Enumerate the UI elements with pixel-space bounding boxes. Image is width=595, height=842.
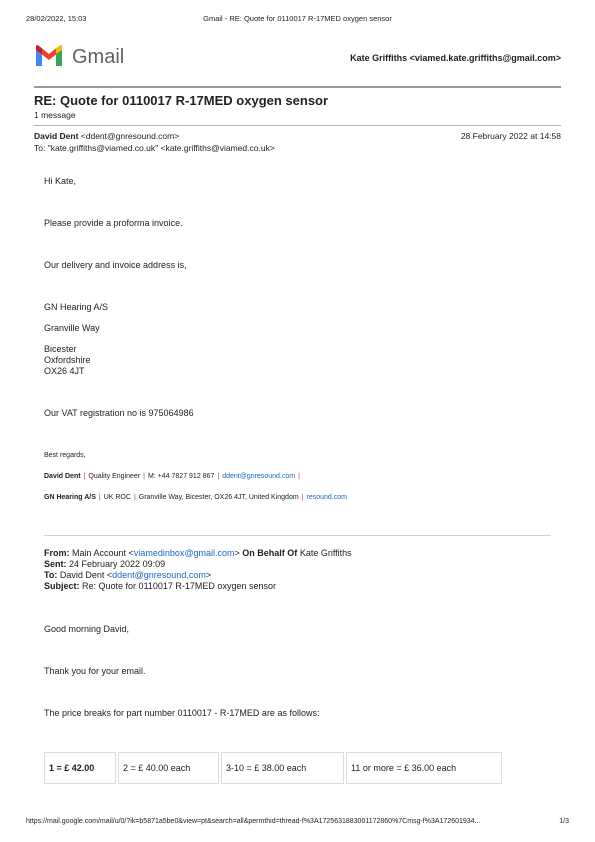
address-line: Bicester (44, 344, 77, 354)
gmail-wordmark: Gmail (72, 46, 125, 68)
quoted-from (44, 548, 352, 559)
signature-company: GN Hearing A/S (44, 494, 96, 501)
quoted-to-email-link[interactable]: ddent@gnresound.com (112, 570, 206, 580)
on-behalf-label: On Behalf Of (242, 548, 298, 558)
body-paragraph: Please provide a proforma invoice. (44, 218, 183, 228)
quote-divider (44, 535, 551, 536)
price-cell: 2 = £ 40.00 each (118, 752, 219, 784)
quoted-to (44, 570, 211, 581)
quoted-from-name: Main Account < (72, 548, 134, 558)
separator: | (143, 473, 145, 480)
greeting: Hi Kate, (44, 176, 77, 186)
print-page-title: Gmail - RE: Quote for 0110017 R-17MED oxygen sensor (203, 14, 392, 23)
quoted-from-label: From: (44, 548, 70, 558)
signature-role: Quality Engineer (88, 473, 141, 480)
address-line: GN Hearing A/S (44, 302, 109, 312)
signature-name: David Dent (44, 473, 81, 480)
signature-region: UK ROC (103, 494, 131, 501)
separator: | (301, 494, 304, 501)
signature-regards: Best regards, (44, 452, 86, 459)
body-paragraph: Our delivery and invoice address is, (44, 260, 187, 270)
signature-line-2 (44, 494, 347, 501)
separator: | (133, 494, 136, 501)
quoted-to-label: To: (44, 570, 58, 580)
quoted-subject-value: Re: Quote for 0110017 R-17MED oxygen sensor (82, 581, 276, 591)
price-cell: 1 = £ 42.00 (44, 752, 116, 784)
quoted-from-email-link[interactable]: viamedinbox@gmail.com (133, 548, 235, 558)
signature-address: Granville Way, Bicester, OX26 4JT, United Kingdom (138, 494, 299, 501)
quoted-to-close: > (205, 570, 212, 580)
address-line: Oxfordshire (44, 355, 91, 365)
sender-line (34, 131, 179, 141)
signature-email-link[interactable]: ddent@gnresound.com (222, 473, 296, 480)
quoted-subject (44, 581, 276, 592)
separator: | (298, 473, 300, 480)
account-label: Kate Griffiths <viamed.kate.griffiths@gmail.com> (350, 53, 561, 63)
table-row (44, 752, 502, 784)
header-divider (34, 86, 561, 88)
sender-email: <ddent@gnresound.com> (80, 131, 180, 141)
subject-divider (34, 125, 561, 126)
quoted-thanks: Thank you for your email. (44, 666, 146, 676)
message-count: 1 message (34, 110, 76, 120)
gmail-m-icon (34, 44, 64, 68)
price-cell: 11 or more = £ 36.00 each (346, 752, 502, 784)
thread-subject: RE: Quote for 0110017 R-17MED oxygen sensor (34, 93, 329, 108)
address-line: Granville Way (44, 323, 100, 333)
quoted-greeting: Good morning David, (44, 624, 130, 634)
print-datetime: 28/02/2022, 15:03 (26, 14, 87, 23)
quoted-from-close: > (234, 548, 240, 558)
separator: | (217, 473, 220, 480)
price-cell: 3-10 = £ 38.00 each (221, 752, 344, 784)
quoted-subject-label: Subject: (44, 581, 80, 591)
on-behalf-name: Kate Griffiths (299, 548, 352, 558)
separator: | (83, 473, 86, 480)
vat-line: Our VAT registration no is 975064986 (44, 408, 194, 418)
signature-line-1 (44, 473, 303, 480)
recipient-line: To: "kate.griffiths@viamed.co.uk" <kate.griffiths@viamed.co.uk> (34, 143, 275, 153)
print-url: https://mail.google.com/mail/u/0/?ik=b5871a5be0&view=pt&search=all&permthid=thread-f%3A1725631883001172860%7Cmsg-f%3A172601934... (26, 818, 481, 825)
page-number: 1/3 (559, 818, 569, 825)
signature-phone: M: +44 7827 912 867 (147, 473, 215, 480)
address-line: OX26 4JT (44, 366, 85, 376)
quoted-sent (44, 559, 165, 570)
signature-site-link[interactable]: resound.com (306, 494, 347, 501)
quoted-to-name: David Dent < (59, 570, 113, 580)
message-date: 28 February 2022 at 14:58 (460, 131, 561, 141)
quoted-sent-value: 24 February 2022 09:09 (69, 559, 166, 569)
quoted-sent-label: Sent: (44, 559, 67, 569)
separator: | (98, 494, 101, 501)
price-breaks-table (42, 750, 504, 786)
price-intro: The price breaks for part number 0110017 - R-17MED are as follows: (44, 708, 320, 718)
sender-name: David Dent (34, 131, 79, 141)
